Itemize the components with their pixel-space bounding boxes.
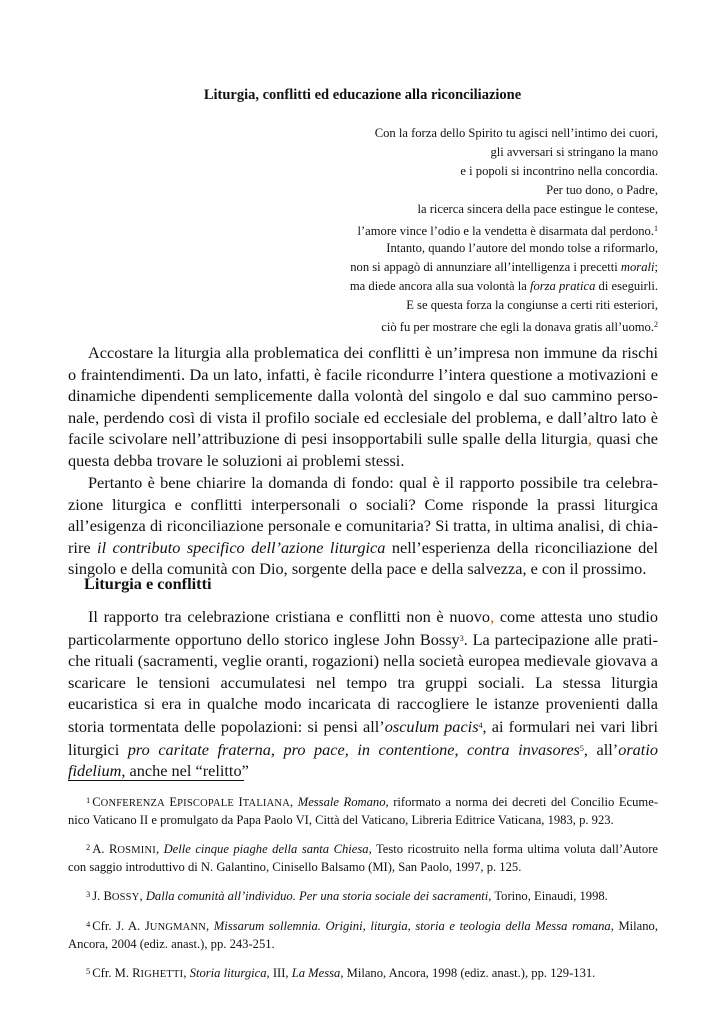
epigraph-line: E se questa forza la congiunse a certi riti esteriori,: [406, 298, 658, 312]
paragraph: [68, 342, 658, 472]
epigraph-line: Con la forza dello Spirito tu agisci nell’intimo dei cuori,: [374, 126, 658, 140]
text-span: come attesta uno studio particolarmente opportuno dello storico inglese John Bossy: [68, 607, 658, 649]
emphasis-text: pro caritate fraterna: [127, 739, 271, 759]
body-paragraph-1: [68, 342, 658, 472]
footnote-number: 4: [86, 919, 91, 929]
author-smallcaps: IGHETTI: [140, 969, 184, 980]
author-text: C: [92, 795, 101, 809]
text-span: ;: [654, 260, 658, 274]
epigraph-line: la ricerca sincera della pace estingue le contese,: [417, 202, 658, 216]
footnote: [68, 886, 658, 906]
epigraph-line: gli avversari si stringano la mano: [490, 145, 658, 159]
epigraph-line: Per tuo dono, o Padre,: [546, 183, 658, 197]
work-title: Delle cinque piaghe della santa Chiesa: [163, 842, 369, 856]
epigraph-line: e i popoli si incontrino nella concordia.: [460, 164, 658, 178]
text-span: Pertanto è bene chiarire la domanda di fondo: qual è il rapporto possibile tra celebrazione liturgica e conflitti interpersonali o sociali? Come risponde la prassi liturgica all’esigenza di riconciliazione personale e comunitaria? Si tratta, in ultima analisi, di chiarire: [68, 473, 658, 557]
footnotes: [68, 792, 658, 993]
body-paragraph-2: [68, 472, 658, 580]
paragraph: [68, 606, 658, 782]
footnote: [68, 963, 658, 983]
work-title: Dalla comunità all’individuo. Per una storia sociale dei sacramenti: [145, 889, 489, 903]
emphasis-text: osculum pacis: [384, 716, 479, 736]
text-span: riformato a norma dei decreti del Concilio Ecumenico Vaticano II e promulgato da Papa Paolo VI, Città del Vaticano, Libreria Editrice Vaticana, 1983, p. 923.: [68, 795, 659, 827]
emphasis-text: il contributo specifico dell’azione liturgica: [97, 537, 386, 557]
footnote-number: 1: [86, 795, 91, 805]
emphasis-text: forza pratica: [529, 279, 596, 293]
body-paragraph-3: [68, 606, 658, 782]
text-span: ,: [139, 889, 146, 903]
emphasis-text: morali: [620, 260, 655, 274]
footnote: [68, 916, 658, 953]
text-span: non si appagò di annunziare all’intelligenza i precetti: [350, 260, 621, 274]
text-span: , Testo ricostruito nella forma ultima voluta dall’Autore con saggio introduttivo di N. Galantino, Cinisello Balsamo (MI), San Paolo, 1997, p. 125.: [68, 842, 659, 874]
footnote-ref[interactable]: 2: [654, 320, 658, 329]
footnote-ref[interactable]: 1: [654, 224, 658, 233]
author-text: I: [234, 795, 243, 809]
section-heading: Liturgia e conflitti: [84, 574, 212, 593]
page-title: Liturgia, conflitti ed educazione alla riconciliazione: [203, 87, 522, 103]
paragraph: [68, 472, 658, 580]
emphasis-text: pro pace, in contentione: [283, 739, 455, 759]
footnote-ref[interactable]: 3: [459, 633, 464, 643]
text-span: ,: [454, 739, 468, 759]
text-span: ,: [289, 795, 298, 809]
author-smallcaps: OSMINI: [117, 845, 156, 856]
author-smallcaps: ONFERENZA: [100, 798, 165, 809]
epigraph-line-text: l’amore vince l’odio e la vendetta è disarmata dal perdono.: [357, 224, 654, 238]
epigraph-line: [350, 315, 658, 337]
epigraph-line: Intanto, quando l’autore del mondo tolse a riformarlo,: [386, 241, 658, 255]
work-title: Messale Romano,: [297, 795, 389, 809]
footnote-divider: [68, 780, 244, 781]
epigraph-prayer: [357, 124, 658, 241]
author-text: E: [164, 795, 178, 809]
text-span: ,: [490, 607, 495, 626]
footnote-ref[interactable]: 4: [478, 720, 483, 730]
author-smallcaps: TALIANA: [242, 798, 290, 809]
emphasis-text: contra invasores: [467, 739, 580, 759]
emphasis-text: oratio fidelium: [68, 739, 658, 781]
author-smallcaps: PISCOPALE: [177, 798, 234, 809]
footnote-number: 5: [86, 966, 91, 976]
text-span: , anche nel “relitto”: [121, 761, 249, 781]
footnote: [68, 839, 658, 876]
epigraph-line: [350, 258, 658, 277]
text-span: ,: [183, 966, 190, 980]
author-text: Cfr. M. R: [92, 966, 141, 980]
epigraph-rosmini: [350, 239, 658, 337]
text-span: , III,: [266, 966, 292, 980]
text-span: Il rapporto tra celebrazione cristiana e conflitti non è nuovo: [88, 607, 491, 626]
footnote: [68, 792, 658, 829]
epigraph-line-text: ciò fu per mostrare che egli la donava gratis all’uomo.: [381, 320, 654, 334]
text-span: , all’: [583, 739, 619, 759]
text-span: , ai formulari nei vari libri liturgici: [68, 716, 658, 759]
work-title: Storia liturgica: [189, 966, 267, 980]
footnote-ref[interactable]: 5: [579, 743, 584, 753]
text-span: . La partecipazione alle pratiche rituali (sacramenti, veglie oranti, rogazioni) nella società europea medievale giovava a scaricare le tensioni accumulatesi nel tempo tra gruppi sociali. La stessa liturgia eucaristica si era in qualche modo incaricata di raccogliere le istanze provenienti dalla storia tormentata delle popolazioni: si pensi all’: [68, 629, 658, 736]
author-smallcaps: UNGMANN: [149, 922, 207, 933]
author-text: Cfr. J. A. J: [92, 919, 150, 933]
work-title: Missarum sollemnia. Origini, liturgia, storia e teologia della Messa romana: [213, 919, 611, 933]
author-text: A. R: [92, 842, 118, 856]
text-span: Accostare la liturgia alla problematica dei conflitti è un’impresa non immune da rischi o fraintendimenti. Da un lato, infatti, è facile ricondurre l’intera questione a motivazioni e dinamiche dipendenti semplicemente dalla volontà del singolo e dal suo cammino personale, perdendo così di vista il profilo sociale ed ecclesiale del problema, e dall’altro lato è facile scivolare nell’attribuzione di pesi insopportabili sulle spalle della liturgia: [68, 343, 658, 449]
text-span: , Milano, Ancora, 2004 (ediz. anast.), pp. 243-251.: [68, 919, 658, 951]
footnote-number: 3: [86, 889, 91, 899]
text-span: ,: [587, 429, 592, 449]
epigraph-line: [350, 277, 658, 296]
text-span: di eseguirli.: [595, 279, 658, 293]
text-span: ,: [206, 919, 214, 933]
text-span: , Milano, Ancora, 1998 (ediz. anast.), pp. 129-131.: [340, 966, 596, 980]
footnote-number: 2: [86, 842, 91, 852]
text-span: quasi che questa debba trovare le soluzioni ai problemi stessi.: [68, 429, 658, 470]
author-text: J. B: [92, 889, 112, 903]
text-span: ,: [155, 842, 164, 856]
author-smallcaps: OSSY: [111, 892, 140, 903]
epigraph-line: [357, 219, 658, 241]
text-span: nell’esperienza della riconciliazione del singolo e della comunità con Dio, sorgente della pace e della salvezza, e con il prossimo.: [68, 537, 658, 579]
text-span: ,: [270, 739, 284, 759]
text-span: ma diede ancora alla sua volontà la: [349, 279, 530, 293]
work-title: La Messa: [291, 966, 341, 980]
text-span: , Torino, Einaudi, 1998.: [488, 889, 608, 903]
